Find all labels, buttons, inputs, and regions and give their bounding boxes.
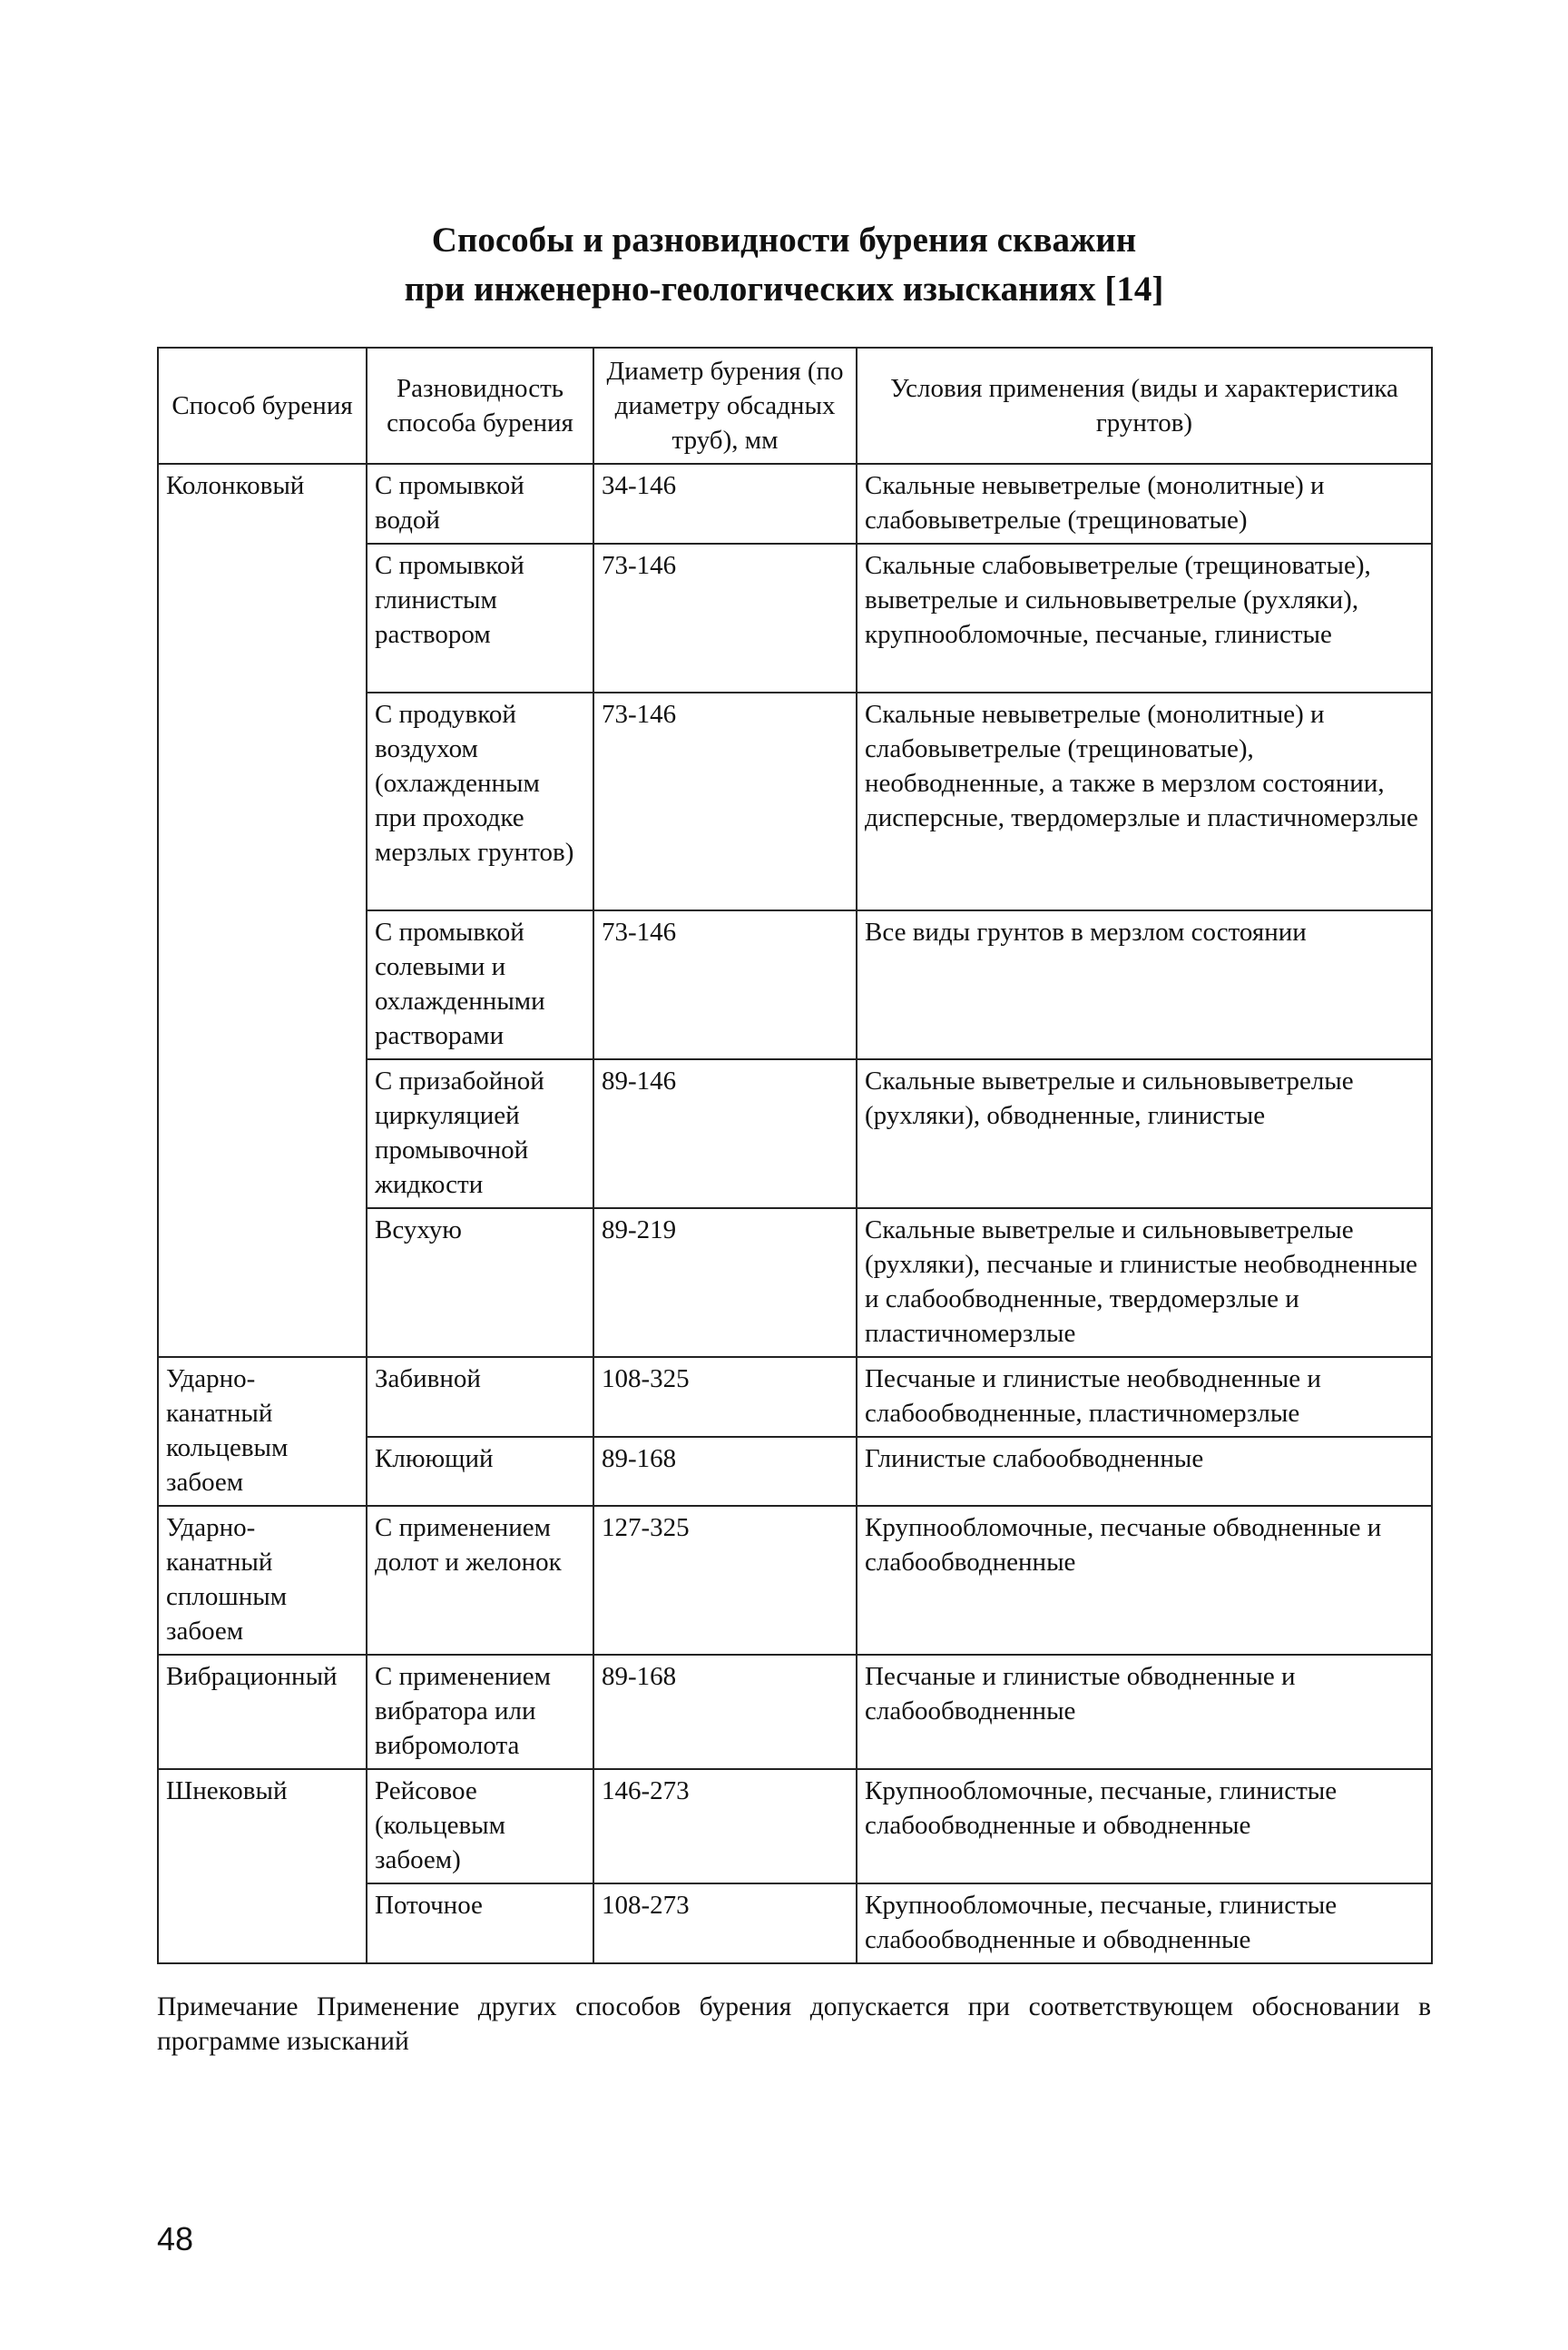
- table-row: [158, 1506, 1432, 1655]
- diameter-cell: 89-168: [593, 1437, 857, 1506]
- title-line-2: при инженерно-геологических изысканиях [14]: [404, 270, 1164, 309]
- conditions-cell: Скальные невыветрелые (монолитные) и слабовыветрелые (трещиноватые): [857, 464, 1432, 544]
- variety-cell: С промывкой глинистым раствором: [367, 544, 593, 693]
- variety-cell: С применением вибратора или вибромолота: [367, 1655, 593, 1769]
- diameter-cell: 89-146: [593, 1059, 857, 1208]
- conditions-cell: Песчаные и глинистые обводненные и слабообводненные: [857, 1655, 1432, 1769]
- variety-cell: Рейсовое (кольцевым забоем): [367, 1769, 593, 1883]
- diameter-cell: 73-146: [593, 693, 857, 910]
- method-cell: Ударно-канатный кольцевым забоем: [158, 1357, 367, 1506]
- table-row: [158, 464, 1432, 544]
- method-cell: Ударно-канатный сплошным забоем: [158, 1506, 367, 1655]
- diameter-cell: 34-146: [593, 464, 857, 544]
- conditions-cell: Крупнообломочные, песчаные, глинистые слабообводненные и обводненные: [857, 1769, 1432, 1883]
- table-row: [158, 1357, 1432, 1437]
- header-method: Способ бурения: [158, 348, 367, 464]
- diameter-cell: 89-219: [593, 1208, 857, 1357]
- variety-cell: Забивной: [367, 1357, 593, 1437]
- table-title: [0, 216, 1568, 314]
- diameter-cell: 89-168: [593, 1655, 857, 1769]
- variety-cell: С продувкой воздухом (охлажденным при проходке мерзлых грунтов): [367, 693, 593, 910]
- conditions-cell: Глинистые слабообводненные: [857, 1437, 1432, 1506]
- header-variety: Разновидность способа бурения: [367, 348, 593, 464]
- header-conditions: Условия применения (виды и характеристика грунтов): [857, 348, 1432, 464]
- header-diameter: Диаметр бурения (по диаметру обсадных труб), мм: [593, 348, 857, 464]
- diameter-cell: 127-325: [593, 1506, 857, 1655]
- diameter-cell: 73-146: [593, 544, 857, 693]
- drilling-methods-table: [157, 347, 1433, 1964]
- conditions-cell: Песчаные и глинистые необводненные и слабообводненные, пластичномерзлые: [857, 1357, 1432, 1437]
- variety-cell: С применением долот и желонок: [367, 1506, 593, 1655]
- method-cell: Шнековый: [158, 1769, 367, 1963]
- conditions-cell: Скальные выветрелые и сильновыветрелые (рухляки), песчаные и глинистые необводненные и слабообводненные, твердомерзлые и пластичномерзлые: [857, 1208, 1432, 1357]
- conditions-cell: Все виды грунтов в мерзлом состоянии: [857, 910, 1432, 1059]
- conditions-cell: Скальные слабовыветрелые (трещиноватые), выветрелые и сильновыветрелые (рухляки), крупнообломочные, песчаные, глинистые: [857, 544, 1432, 693]
- method-cell: Колонковый: [158, 464, 367, 1357]
- diameter-cell: 146-273: [593, 1769, 857, 1883]
- header-row: [158, 348, 1432, 464]
- table-row: [158, 1655, 1432, 1769]
- conditions-cell: Крупнообломочные, песчаные, глинистые слабообводненные и обводненные: [857, 1883, 1432, 1963]
- variety-cell: С промывкой солевыми и охлажденными растворами: [367, 910, 593, 1059]
- title-line-1: Способы и разновидности бурения скважин: [431, 221, 1137, 260]
- page-number: 48: [157, 2220, 194, 2257]
- diameter-cell: 73-146: [593, 910, 857, 1059]
- method-cell: Вибрационный: [158, 1655, 367, 1769]
- conditions-cell: Скальные выветрелые и сильновыветрелые (рухляки), обводненные, глинистые: [857, 1059, 1432, 1208]
- table-note: Примечание Применение других способов бурения допускается при соответствующем обосновании в программе изысканий: [157, 1992, 1431, 2056]
- conditions-cell: Крупнообломочные, песчаные обводненные и слабообводненные: [857, 1506, 1432, 1655]
- variety-cell: Всухую: [367, 1208, 593, 1357]
- conditions-cell: Скальные невыветрелые (монолитные) и слабовыветрелые (трещиноватые), необводненные, а также в мерзлом состоянии, дисперсные, твердомерзлые и пластичномерзлые: [857, 693, 1432, 910]
- diameter-cell: 108-273: [593, 1883, 857, 1963]
- variety-cell: Поточное: [367, 1883, 593, 1963]
- variety-cell: Клюющий: [367, 1437, 593, 1506]
- variety-cell: С промывкой водой: [367, 464, 593, 544]
- variety-cell: С призабойной циркуляцией промывочной жидкости: [367, 1059, 593, 1208]
- table-row: [158, 1769, 1432, 1883]
- diameter-cell: 108-325: [593, 1357, 857, 1437]
